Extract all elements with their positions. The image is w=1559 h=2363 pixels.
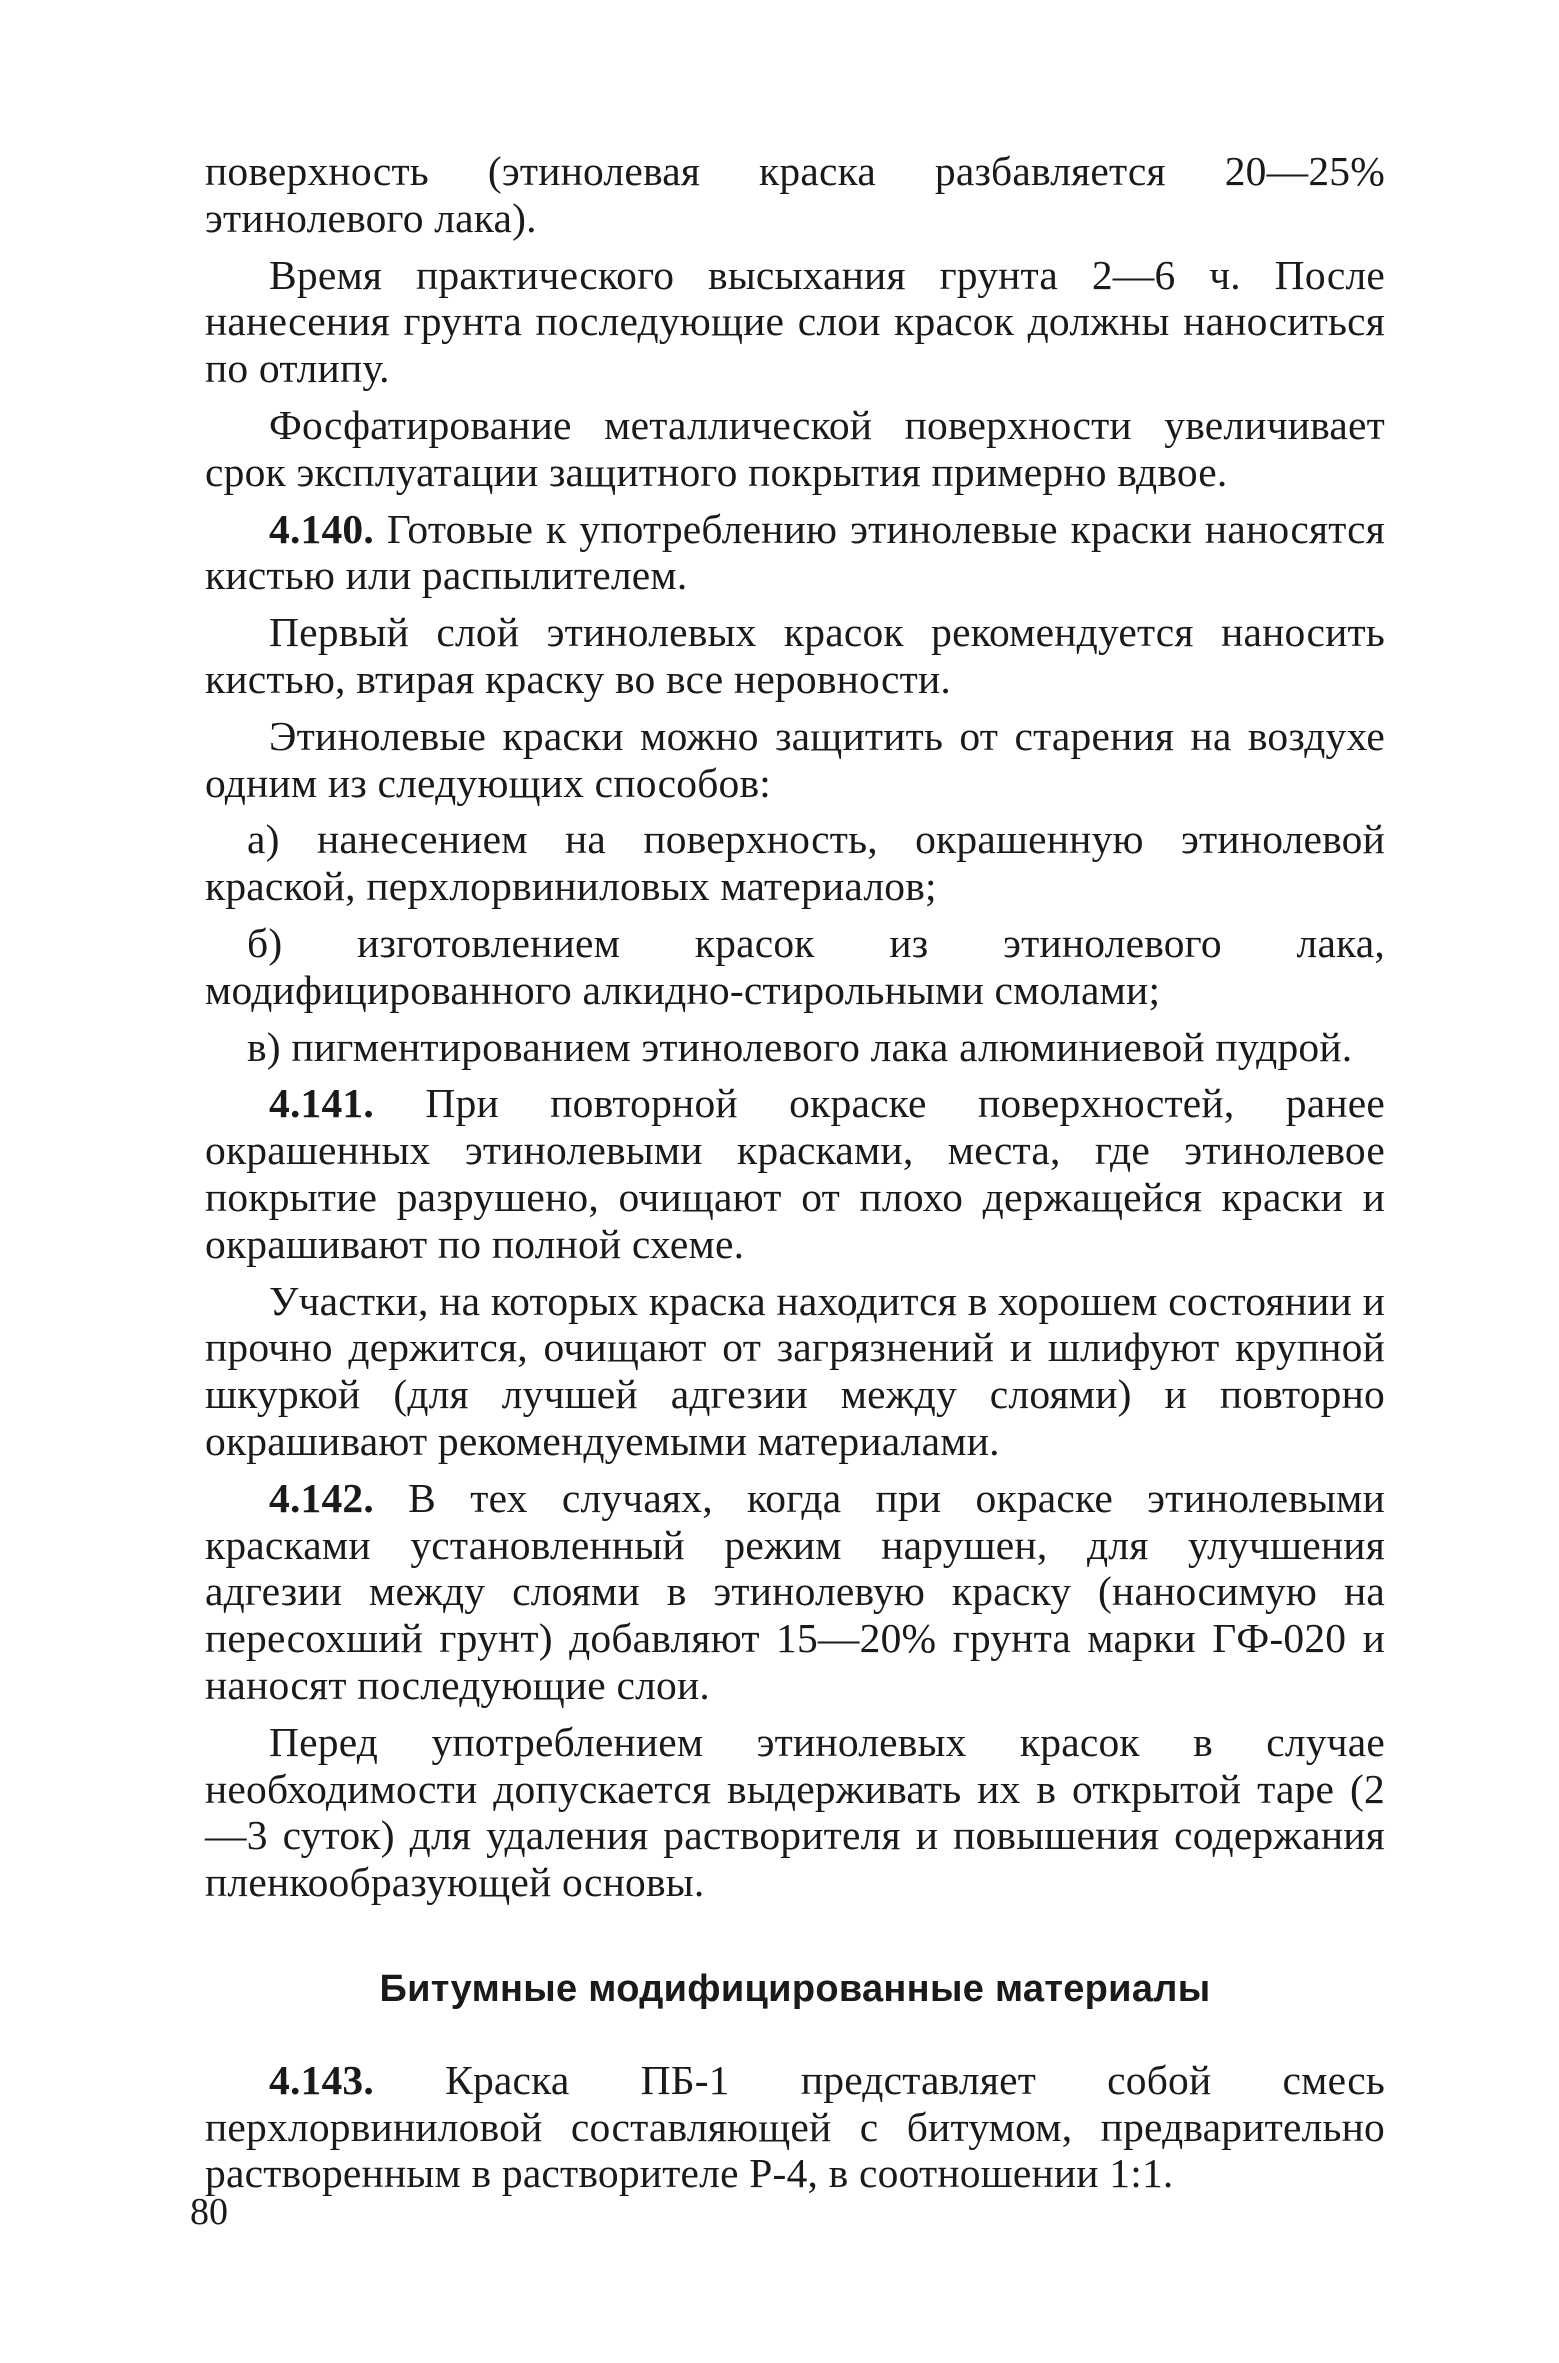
paragraph — [205, 920, 1385, 1014]
section-number: 4.143. — [269, 2056, 374, 2103]
section-number: 4.140. — [269, 505, 374, 552]
paragraph-text: а) нанесением на поверхность, окрашенную этинолевой краской, перхлорвиниловых материалов; — [205, 816, 1385, 910]
paragraph — [205, 1024, 1385, 1071]
paragraph — [205, 609, 1385, 703]
paragraph-text: Первый слой этинолевых красок рекомендуется наносить кистью, втирая краску во все неровности. — [205, 609, 1385, 702]
paragraph — [205, 1080, 1385, 1267]
paragraph-text: В тех случаях, когда при окраске этинолевыми красками установленный режим нарушен, для улучшения адгезии между слоями в этинолевую краску (наносимую на пересохший грунт) добавляют 15—20% грунта марки ГФ-020 и наносят последующие слои. — [205, 1474, 1386, 1708]
paragraph — [205, 2057, 1385, 2197]
paragraph-text: поверхность (этинолевая краска разбавляется 20—25% этинолевого лака). — [205, 148, 1385, 241]
paragraph-text: Этинолевые краски можно защитить от старения на воздухе одним из следующих способов: — [205, 712, 1385, 806]
paragraph — [205, 506, 1385, 600]
body-text — [205, 148, 1385, 2207]
paragraph-text: Участки, на которых краска находится в хорошем состоянии и прочно держится, очищают от загрязнений и шлифуют крупной шкуркой (для лучшей адгезии между слоями) и повторно окрашивают рекомендуемыми материалами. — [205, 1277, 1385, 1464]
section-number: 4.141. — [269, 1080, 374, 1127]
page-number: 80 — [190, 2191, 228, 2233]
paragraph — [205, 252, 1385, 392]
paragraph-text: Перед употреблением этинолевых красок в случае необходимости допускается выдерживать их в открытой таре (2—3 суток) для удаления растворителя и повышения содержания пленкообразующей основы. — [205, 1718, 1385, 1906]
paragraph — [205, 713, 1385, 807]
paragraph — [205, 816, 1385, 910]
section-number: 4.142. — [269, 1474, 374, 1521]
paragraphs-section — [205, 148, 1385, 1906]
section-heading: Битумные модифицированные материалы — [379, 1967, 1211, 2010]
paragraph — [205, 402, 1385, 496]
paragraph-text: Краска ПБ-1 представляет собой смесь перхлорвиниловой составляющей с битумом, предварительно растворенным в растворителе Р-4, в соотношении 1:1. — [205, 2056, 1385, 2197]
paragraph-text: б) изготовлением красок из этинолевого лака, модифицированного алкидно-стирольными смолами; — [205, 919, 1385, 1013]
paragraph-text: При повторной окраске поверхностей, ранее окрашенных этинолевыми красками, места, где этинолевое покрытие разрушено, очищают от плохо держащейся краски и окрашивают по полной схеме. — [205, 1080, 1385, 1267]
paragraph-text: Готовые к употреблению этинолевые краски наносятся кистью или распылителем. — [205, 505, 1385, 599]
paragraph — [205, 1475, 1385, 1709]
paragraphs-after-heading — [205, 2057, 1385, 2197]
paragraph-text: в) пигментированием этинолевого лака алюминиевой пудрой. — [247, 1023, 1353, 1070]
paragraph — [205, 148, 1385, 242]
paragraph-text: Фосфатирование металлической поверхности увеличивает срок эксплуатации защитного покрытия примерно вдвое. — [205, 401, 1385, 495]
paragraph-text: Время практического высыхания грунта 2—6 ч. После нанесения грунта последующие слои красок должны наноситься по отлипу. — [205, 251, 1385, 392]
paragraph — [205, 1719, 1385, 1906]
paragraph — [205, 1278, 1385, 1465]
